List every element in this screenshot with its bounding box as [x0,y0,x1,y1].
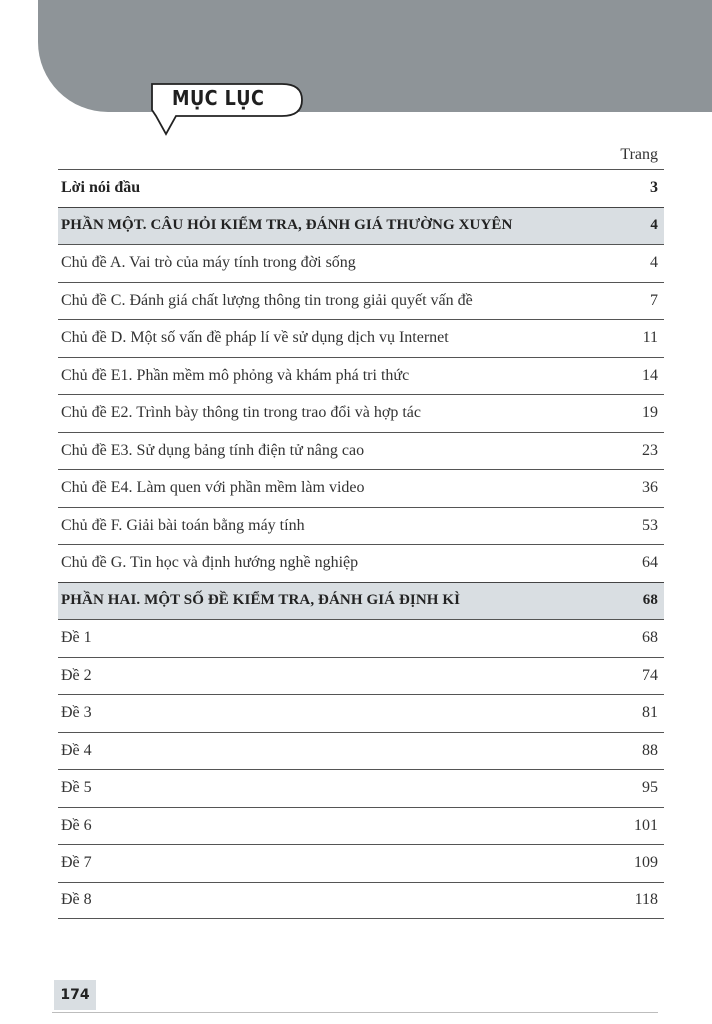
toc-row [58,732,664,770]
toc-row [58,282,664,320]
toc-row [58,544,664,582]
toc-row [58,807,664,845]
toc-entry-title: Đề 5 [61,779,92,797]
toc-entry-page: 81 [642,704,658,722]
toc-entry-page: 36 [642,479,658,497]
toc-entry-title: Đề 7 [61,854,92,872]
toc-entry-page: 14 [642,366,658,384]
footer-rule [52,1012,658,1013]
toc-row [58,319,664,357]
toc-entry-page: 88 [642,741,658,759]
toc-row [58,619,664,657]
toc-row [58,432,664,470]
toc-row [58,357,664,395]
toc-entry-page: 53 [642,516,658,534]
toc-row [58,469,664,507]
toc-entry-title: Chủ đề A. Vai trò của máy tính trong đời sống [61,254,356,272]
page-number: 174 [54,980,96,1010]
toc-entry-title: Chủ đề F. Giải bài toán bằng máy tính [61,516,305,534]
toc-entry-title: Chủ đề G. Tin học và định hướng nghề nghiệp [61,554,359,572]
toc-entry-page: 64 [642,554,658,572]
toc-row [58,882,664,920]
toc-row [58,394,664,432]
toc-row [58,507,664,545]
toc-entry-title: Đề 2 [61,666,92,684]
toc-entry-title: Đề 8 [61,891,92,909]
toc-row [58,769,664,807]
toc-entry-page: 68 [642,629,658,647]
toc-entry-title: PHẦN MỘT. CÂU HỎI KIỂM TRA, ĐÁNH GIÁ THƯỜNG XUYÊN [61,217,513,234]
toc-entry-title: Đề 3 [61,704,92,722]
toc-entry-page: 74 [642,666,658,684]
table-of-contents [58,169,664,919]
toc-entry-title: Đề 1 [61,629,92,647]
toc-entry-page: 101 [634,816,658,834]
toc-entry-title: Chủ đề C. Đánh giá chất lượng thông tin trong giải quyết vấn đề [61,291,473,309]
toc-entry-title: Chủ đề E4. Làm quen với phần mềm làm video [61,479,365,497]
toc-section-row [58,207,664,245]
toc-entry-page: 23 [642,441,658,459]
toc-entry-page: 68 [642,592,658,609]
toc-entry-page: 7 [650,291,658,309]
toc-entry-page: 4 [650,217,658,234]
toc-entry-title: Đề 4 [61,741,92,759]
toc-entry-page: 4 [650,254,658,272]
toc-entry-title: Đề 6 [61,816,92,834]
toc-row [58,657,664,695]
toc-entry-title: PHẦN HAI. MỘT SỐ ĐỀ KIỂM TRA, ĐÁNH GIÁ ĐỊNH KÌ [61,592,461,609]
toc-entry-page: 95 [642,779,658,797]
toc-entry-title: Chủ đề E1. Phần mềm mô phỏng và khám phá tri thức [61,366,410,384]
heading-badge [146,80,306,140]
toc-entry-title: Chủ đề D. Một số vấn đề pháp lí về sử dụng dịch vụ Internet [61,329,449,347]
header-banner [38,0,712,112]
toc-entry-title: Lời nói đầu [61,179,141,197]
toc-entry-page: 11 [642,329,658,347]
toc-entry-page: 3 [650,179,658,197]
toc-entry-page: 109 [634,854,658,872]
toc-entry-title: Chủ đề E2. Trình bày thông tin trong trao đổi và hợp tác [61,404,421,422]
toc-entry-title: Chủ đề E3. Sử dụng bảng tính điện tử nâng cao [61,441,365,459]
toc-row [58,694,664,732]
toc-row [58,844,664,882]
toc-row [58,244,664,282]
toc-section-row [58,582,664,620]
toc-entry-page: 19 [642,404,658,422]
toc-entry-page: 118 [634,891,658,909]
page-column-label: Trang [620,146,658,163]
toc-row [58,169,664,207]
page-title: MỤC LỤC [172,86,265,110]
